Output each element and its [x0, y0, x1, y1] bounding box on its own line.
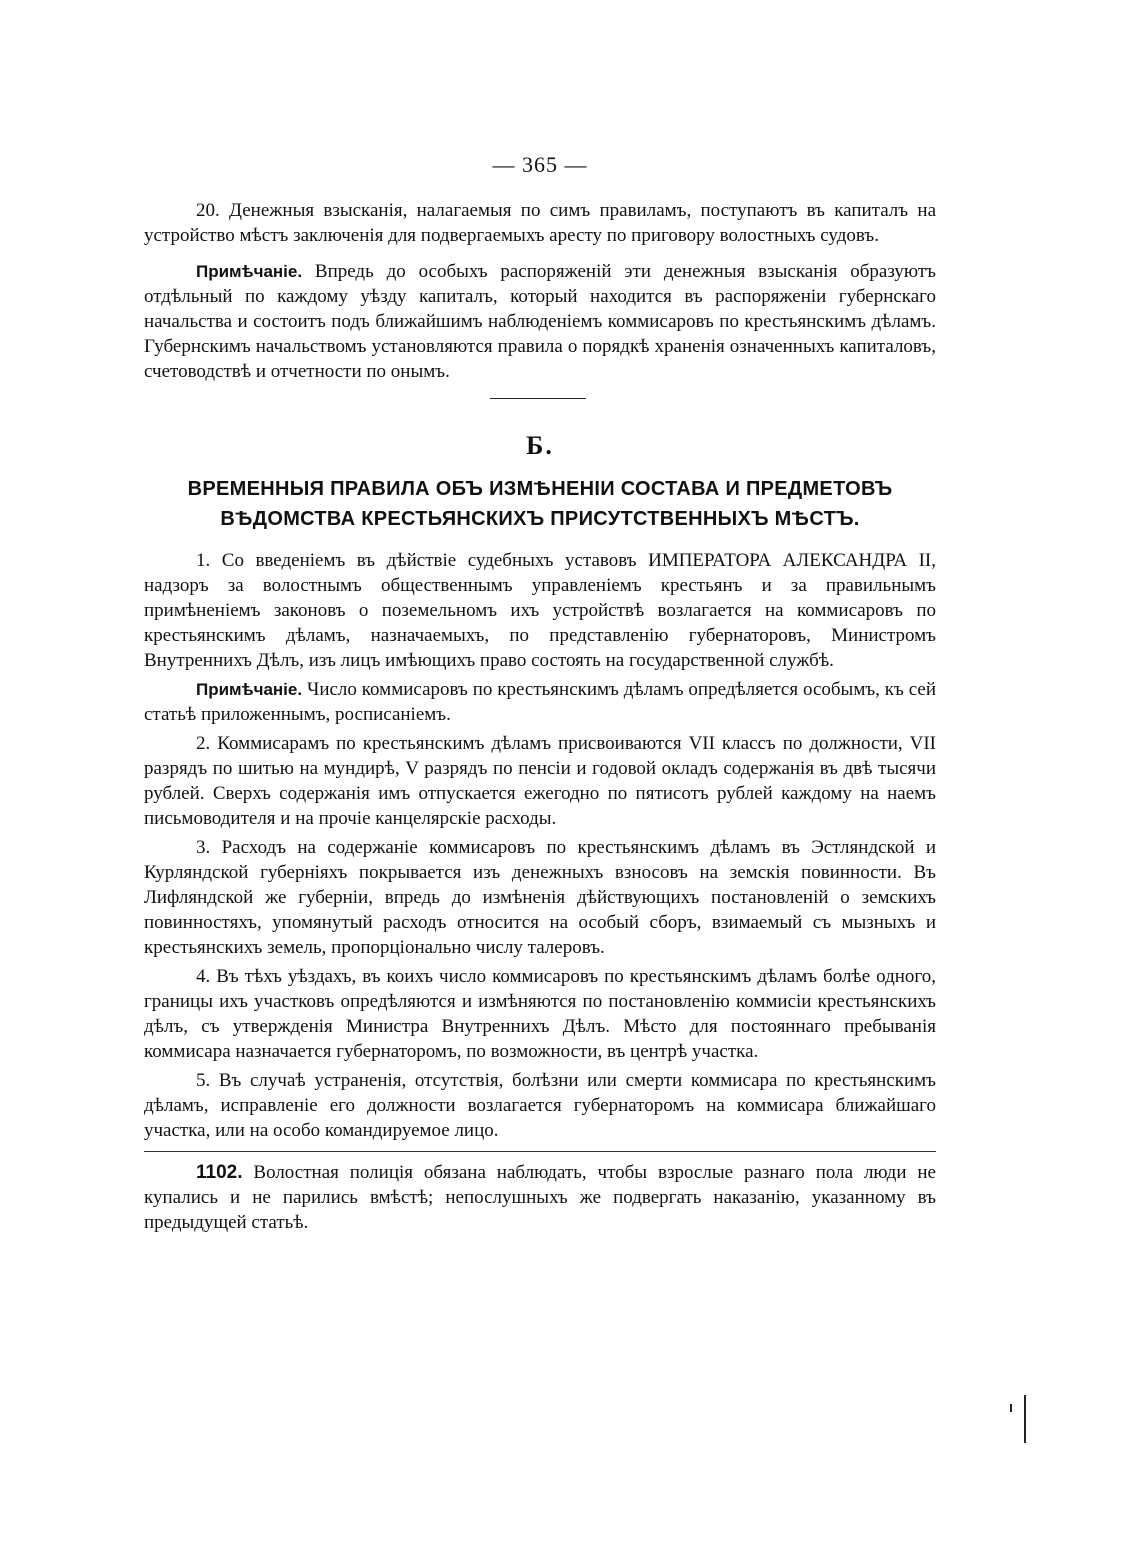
rule-paragraph-3: [144, 835, 936, 960]
paragraph-text: Денежныя взысканія, налагаемыя по симъ правиламъ, поступаютъ въ капиталъ на устройство мѣстъ заключенія для подвергаемыхъ аресту по приговору волостныхъ судовъ.: [144, 200, 937, 246]
paragraph-text: Въ тѣхъ уѣздахъ, въ коихъ число коммисаровъ по крестьянскимъ дѣламъ болѣе одного, границы ихъ участковъ опредѣляются и измѣняются по постановленію коммисіи крестьянскихъ дѣлъ, съ утвержденія Министра Внутреннихъ Дѣлъ. Мѣсто для постояннаго пребыванія коммисара назначается губернаторомъ, по возможности, въ центрѣ участка.: [144, 966, 937, 1062]
note-label: Примѣчаніе.: [196, 262, 303, 281]
section-title-line-1: ВРЕМЕННЫЯ ПРАВИЛА ОБЪ ИЗМѢНЕНІИ СОСТАВА И ПРЕДМЕТОВЪ: [187, 478, 893, 500]
article-text: Волостная полиція обязана наблюдать, чтобы взрослые разнаго пола люди не купались и не парились вмѣстѣ; непослушныхъ же подвергать наказанію, указанному въ предыдущей статьѣ.: [144, 1162, 936, 1233]
paragraph-number: 4.: [196, 966, 211, 987]
section-divider: [490, 398, 586, 399]
rule-paragraph-2: [144, 731, 936, 831]
paragraph-number: 20.: [196, 200, 220, 221]
paragraph-number: 1.: [196, 550, 211, 571]
article-number: 1102.: [196, 1162, 243, 1183]
rule-paragraph-4: [144, 964, 936, 1064]
section-letter: Б.: [526, 431, 554, 460]
paragraph-text: Коммисарамъ по крестьянскимъ дѣламъ присвоиваются VII классъ по должности, VII разрядъ по шитью на мундирѣ, V разрядъ по пенсіи и годовой окладъ содержанія въ двѣ тысячи рублей. Сверхъ содержанія имъ отпускается ежегодно по пятисотъ рублей каждому на наемъ письмоводителя и на прочіе канцелярскіе расходы.: [144, 733, 936, 829]
paragraph-text: Въ случаѣ устраненія, отсутствія, болѣзни или смерти коммисара по крестьянскимъ дѣламъ, исправленіе его должности возлагается губернаторомъ на коммисара ближайшаго участка, или на особо командируемое лицо.: [144, 1070, 937, 1141]
scan-artifact-mark: [1010, 1404, 1012, 1412]
paragraph-text: Со введеніемъ въ дѣйствіе судебныхъ уставовъ ИМПЕРАТОРА АЛЕКСАНДРА II, надзоръ за волостнымъ общественнымъ управленіемъ крестьянъ и за правильнымъ примѣненіемъ законовъ о поземельномъ ихъ устройствѣ возлагается на коммисаровъ по крестьянскимъ дѣламъ, назначаемыхъ, по представленію губернаторовъ, Министромъ Внутреннихъ Дѣлъ, изъ лицъ имѣющихъ право состоять на государственной службѣ.: [144, 550, 936, 671]
page-number: — 365 —: [492, 152, 588, 177]
rule-paragraph-5: [144, 1068, 936, 1143]
section-title-line-2: ВѢДОМСТВА КРЕСТЬЯНСКИХЪ ПРИСУТСТВЕННЫХЪ МѢСТЪ.: [220, 508, 860, 530]
note-text: Число коммисаровъ по крестьянскимъ дѣламъ опредѣляется особымъ, къ сей статьѣ приложеннымъ, росписаніемъ.: [144, 679, 937, 725]
paragraph-text: Расходъ на содержаніе коммисаровъ по крестьянскимъ дѣламъ въ Эстляндской и Курляндской губерніяхъ покрывается изъ денежныхъ взносовъ на земскія повинности. Въ Лифляндской же губерніи, впредь до измѣненія дѣйствующихъ постановленій о земскихъ повинностяхъ, упомянутый расходъ относится на особый сборъ, взимаемый съ мызныхъ и крестьянскихъ земель, пропорціонально числу талеровъ.: [144, 837, 937, 958]
paragraph-number: 3.: [196, 837, 211, 858]
note-paragraph: [144, 259, 936, 384]
scan-artifact-mark: [1024, 1395, 1026, 1443]
paragraph-number: 2.: [196, 733, 211, 754]
text-column: [144, 198, 936, 1246]
article-1102: [144, 1160, 936, 1235]
note-label: Примѣчаніе.: [196, 680, 303, 699]
rule-note-paragraph: [144, 677, 936, 727]
paragraph-number: 5.: [196, 1070, 211, 1091]
note-text: Впредь до особыхъ распоряженій эти денежныя взысканія образуютъ отдѣльный по каждому уѣзду капиталъ, который находится въ распоряженіи губернскаго начальства и состоитъ подъ ближайшимъ наблюденіемъ коммисаровъ по крестьянскимъ дѣламъ. Губернскимъ начальствомъ установляются правила о порядкѣ храненія означенныхъ капиталовъ, счетоводствѣ и отчетности по онымъ.: [144, 261, 936, 382]
rule-paragraph-1: [144, 548, 936, 673]
paragraph-20: [144, 198, 936, 248]
